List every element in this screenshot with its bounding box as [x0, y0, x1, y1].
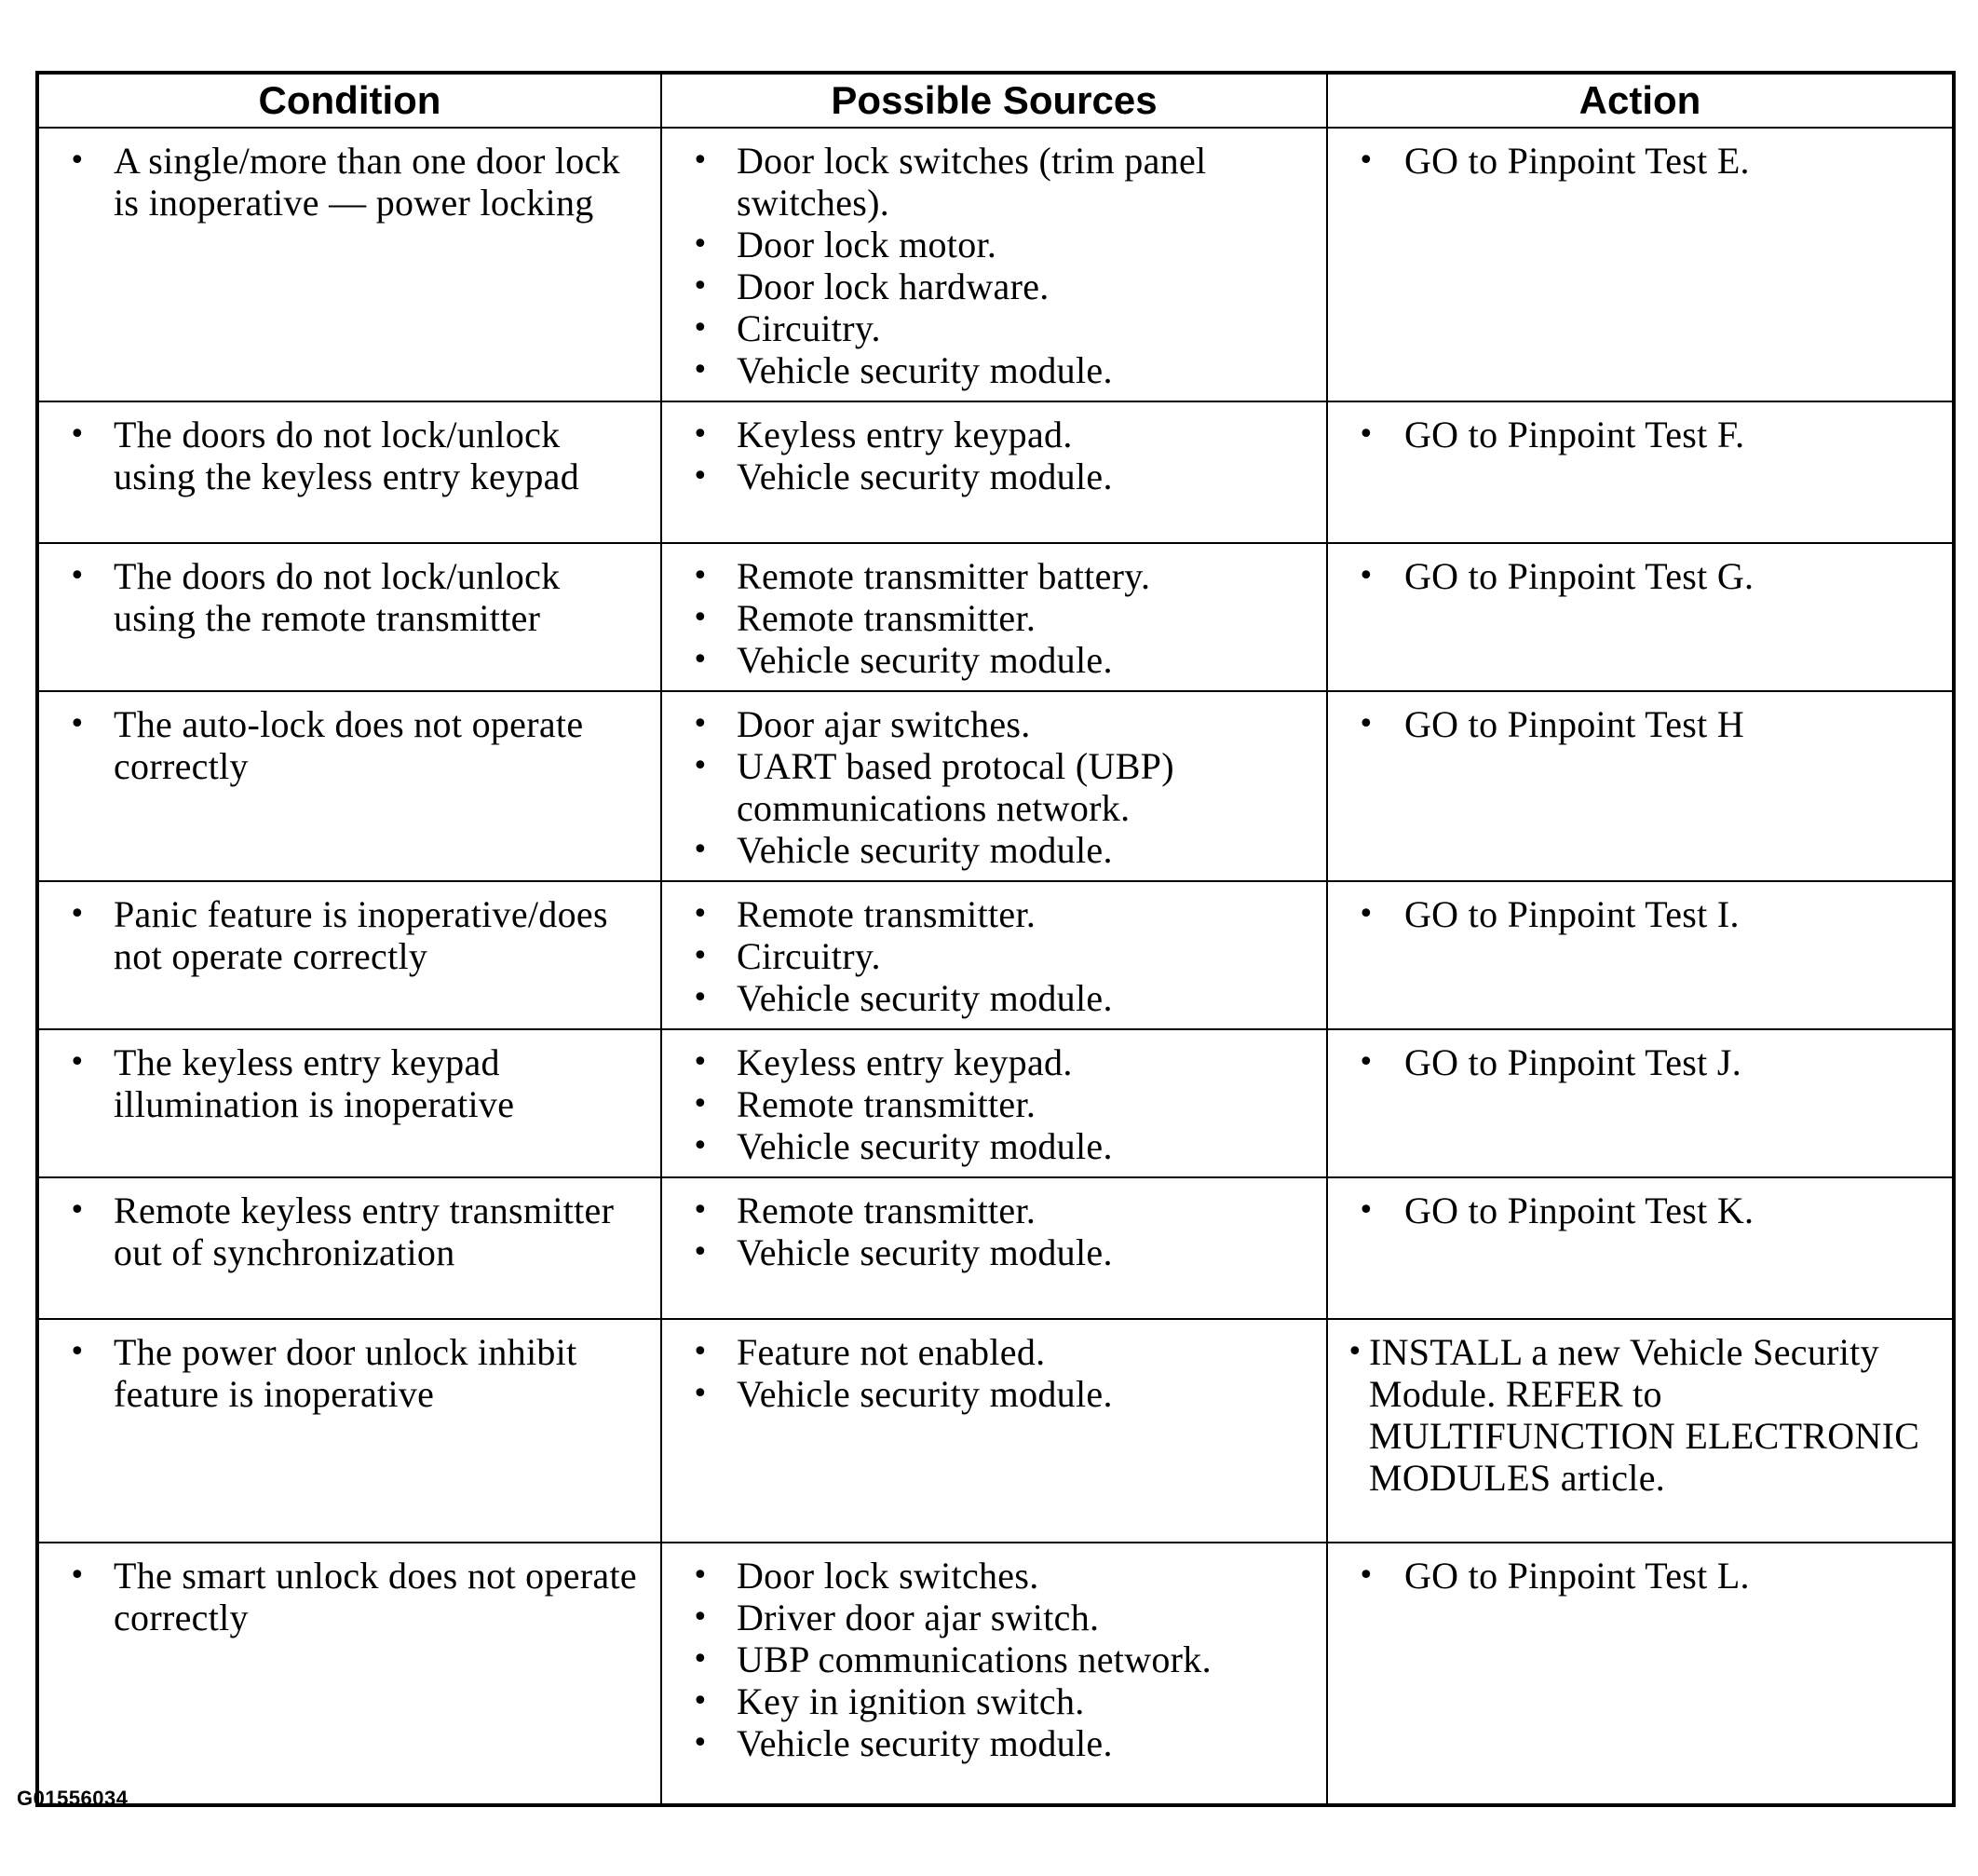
list-item	[675, 1638, 1313, 1680]
condition-text: A single/more than one door lock is inoperative — power locking	[114, 140, 620, 224]
sources-cell	[661, 128, 1327, 401]
condition-text: The doors do not lock/unlock using the keyless entry keypad	[114, 414, 579, 497]
action-text: GO to Pinpoint Test L.	[1404, 1555, 1750, 1597]
bullet-icon: •	[692, 940, 709, 972]
table-row	[37, 691, 1954, 881]
source-text: Vehicle security module.	[737, 1231, 1113, 1273]
list-item	[675, 639, 1313, 681]
figure-id-label: G01556034	[17, 1787, 129, 1810]
bullet-icon: •	[692, 1130, 709, 1162]
bullet-icon: •	[1347, 1336, 1363, 1368]
list-item	[52, 555, 647, 639]
bullet-icon: •	[69, 898, 86, 931]
sources-cell	[661, 543, 1327, 691]
source-text: Key in ignition switch.	[737, 1680, 1085, 1722]
list-item	[675, 1555, 1313, 1597]
bullet-icon: •	[1358, 1046, 1375, 1079]
bullet-icon: •	[69, 1194, 86, 1227]
list-item	[675, 140, 1313, 224]
table-row	[37, 543, 1954, 691]
bullet-icon: •	[69, 418, 86, 451]
list-item	[675, 1083, 1313, 1125]
list-item	[675, 414, 1313, 455]
condition-text: The smart unlock does not operate correctly	[114, 1555, 637, 1638]
bullet-icon: •	[692, 1046, 709, 1079]
action-cell	[1327, 401, 1954, 543]
bullet-icon: •	[692, 144, 709, 177]
bullet-icon: •	[1358, 898, 1375, 931]
source-text: Remote transmitter.	[737, 597, 1036, 639]
condition-cell	[37, 1177, 661, 1319]
list-item	[675, 349, 1313, 391]
source-text: Driver door ajar switch.	[737, 1597, 1100, 1638]
condition-text: The keyless entry keypad illumination is inoperative	[114, 1041, 515, 1125]
action-text: GO to Pinpoint Test E.	[1404, 140, 1750, 182]
list-item	[675, 977, 1313, 1019]
bullet-icon: •	[692, 354, 709, 387]
action-cell	[1327, 1543, 1954, 1805]
action-cell	[1327, 128, 1954, 401]
list-item	[1341, 414, 1939, 455]
list-item	[52, 893, 647, 977]
source-text: Vehicle security module.	[737, 977, 1113, 1019]
action-text: GO to Pinpoint Test F.	[1404, 414, 1745, 455]
list-item	[675, 307, 1313, 349]
source-text: Vehicle security module.	[737, 639, 1113, 681]
condition-cell	[37, 401, 661, 543]
action-cell	[1327, 1177, 1954, 1319]
condition-cell	[37, 1319, 661, 1543]
list-item	[675, 893, 1313, 935]
list-item	[675, 1125, 1313, 1167]
bullet-icon: •	[692, 982, 709, 1014]
source-text: Keyless entry keypad.	[737, 1041, 1073, 1083]
bullet-icon: •	[69, 560, 86, 592]
condition-text: The doors do not lock/unlock using the remote transmitter	[114, 555, 561, 639]
action-cell	[1327, 1029, 1954, 1177]
source-text: Vehicle security module.	[737, 1125, 1113, 1167]
list-item	[52, 703, 647, 787]
bullet-icon: •	[692, 228, 709, 261]
bullet-icon: •	[1358, 144, 1375, 177]
condition-cell	[37, 1029, 661, 1177]
bullet-icon: •	[692, 898, 709, 931]
bullet-icon: •	[692, 1236, 709, 1269]
table-row	[37, 1543, 1954, 1805]
source-text: UBP communications network.	[737, 1638, 1212, 1680]
action-cell	[1327, 1319, 1954, 1543]
source-text: Door ajar switches.	[737, 703, 1031, 745]
source-text: Remote transmitter.	[737, 893, 1036, 935]
bullet-icon: •	[1358, 560, 1375, 592]
list-item	[1341, 1555, 1939, 1597]
bullet-icon: •	[692, 602, 709, 634]
source-text: Circuitry.	[737, 307, 881, 349]
list-item	[1341, 1189, 1939, 1231]
diagnosis-sheet	[35, 71, 1952, 1807]
list-item	[1341, 140, 1939, 182]
list-item	[675, 829, 1313, 871]
bullet-icon: •	[1358, 708, 1375, 741]
list-item	[1341, 555, 1939, 597]
condition-text: The power door unlock inhibit feature is inoperative	[114, 1331, 577, 1415]
list-item	[675, 703, 1313, 745]
bullet-icon: •	[69, 1046, 86, 1079]
list-item	[675, 265, 1313, 307]
source-text: Vehicle security module.	[737, 1722, 1113, 1764]
bullet-icon: •	[692, 1601, 709, 1634]
source-text: Remote transmitter battery.	[737, 555, 1151, 597]
list-item	[52, 1555, 647, 1638]
list-item	[675, 1189, 1313, 1231]
source-text: Vehicle security module.	[737, 829, 1113, 871]
source-text: Door lock switches.	[737, 1555, 1039, 1597]
sources-cell	[661, 1029, 1327, 1177]
list-item	[675, 1373, 1313, 1415]
bullet-icon: •	[69, 1336, 86, 1368]
condition-cell	[37, 128, 661, 401]
bullet-icon: •	[692, 1727, 709, 1760]
table-row	[37, 1177, 1954, 1319]
sources-cell	[661, 1543, 1327, 1805]
header-action: Action	[1327, 73, 1954, 128]
bullet-icon: •	[692, 1194, 709, 1227]
bullet-icon: •	[692, 834, 709, 866]
table-row	[37, 401, 1954, 543]
source-text: Door lock hardware.	[737, 265, 1050, 307]
bullet-icon: •	[692, 644, 709, 676]
list-item	[52, 140, 647, 224]
action-text: GO to Pinpoint Test K.	[1404, 1189, 1754, 1231]
bullet-icon: •	[692, 460, 709, 493]
bullet-icon: •	[692, 560, 709, 592]
bullet-icon: •	[69, 144, 86, 177]
condition-cell	[37, 543, 661, 691]
list-item	[675, 1231, 1313, 1273]
bullet-icon: •	[1358, 1559, 1375, 1592]
bullet-icon: •	[69, 708, 86, 741]
sources-cell	[661, 691, 1327, 881]
list-item	[1341, 1331, 1939, 1499]
source-text: Keyless entry keypad.	[737, 414, 1073, 455]
condition-text: Remote keyless entry transmitter out of synchronization	[114, 1189, 615, 1273]
list-item	[52, 1331, 647, 1415]
action-text: GO to Pinpoint Test H	[1404, 703, 1745, 745]
condition-text: Panic feature is inoperative/does not operate correctly	[114, 893, 608, 977]
sources-cell	[661, 1177, 1327, 1319]
list-item	[675, 597, 1313, 639]
condition-cell	[37, 881, 661, 1029]
list-item	[675, 555, 1313, 597]
list-item	[675, 745, 1313, 829]
condition-text: The auto-lock does not operate correctly	[114, 703, 584, 787]
symptom-chart-table	[35, 71, 1956, 1807]
list-item	[675, 1041, 1313, 1083]
bullet-icon: •	[69, 1559, 86, 1592]
source-text: Circuitry.	[737, 935, 881, 977]
source-text: Door lock switches (trim panel switches).	[737, 140, 1207, 224]
bullet-icon: •	[692, 750, 709, 782]
header-possible-sources: Possible Sources	[661, 73, 1327, 128]
table-row	[37, 1029, 1954, 1177]
source-text: Remote transmitter.	[737, 1083, 1036, 1125]
source-text: Feature not enabled.	[737, 1331, 1046, 1373]
list-item	[675, 935, 1313, 977]
source-text: Vehicle security module.	[737, 1373, 1113, 1415]
source-text: Door lock motor.	[737, 224, 997, 265]
bullet-icon: •	[1358, 418, 1375, 451]
bullet-icon: •	[692, 1088, 709, 1121]
bullet-icon: •	[1358, 1194, 1375, 1227]
source-text: Vehicle security module.	[737, 455, 1113, 497]
list-item	[675, 1597, 1313, 1638]
table-row	[37, 1319, 1954, 1543]
action-cell	[1327, 543, 1954, 691]
bullet-icon: •	[692, 1378, 709, 1410]
header-condition: Condition	[37, 73, 661, 128]
bullet-icon: •	[692, 1685, 709, 1718]
table-row	[37, 128, 1954, 401]
bullet-icon: •	[692, 1643, 709, 1676]
bullet-icon: •	[692, 270, 709, 303]
list-item	[675, 224, 1313, 265]
header-row	[37, 73, 1954, 128]
list-item	[675, 455, 1313, 497]
sources-cell	[661, 881, 1327, 1029]
sources-cell	[661, 1319, 1327, 1543]
sources-cell	[661, 401, 1327, 543]
list-item	[675, 1680, 1313, 1722]
bullet-icon: •	[692, 1336, 709, 1368]
table-row	[37, 881, 1954, 1029]
source-text: Remote transmitter.	[737, 1189, 1036, 1231]
list-item	[1341, 1041, 1939, 1083]
action-text: INSTALL a new Vehicle Security Module. REFER to MULTIFUNCTION ELECTRONIC MODULES article.	[1369, 1331, 1920, 1499]
bullet-icon: •	[692, 1559, 709, 1592]
action-cell	[1327, 881, 1954, 1029]
list-item	[52, 1041, 647, 1125]
source-text: Vehicle security module.	[737, 349, 1113, 391]
list-item	[52, 414, 647, 497]
bullet-icon: •	[692, 418, 709, 451]
source-text: UART based protocal (UBP) communications network.	[737, 745, 1174, 829]
list-item	[1341, 893, 1939, 935]
action-text: GO to Pinpoint Test J.	[1404, 1041, 1741, 1083]
list-item	[52, 1189, 647, 1273]
action-cell	[1327, 691, 1954, 881]
list-item	[1341, 703, 1939, 745]
action-text: GO to Pinpoint Test I.	[1404, 893, 1740, 935]
condition-cell	[37, 691, 661, 881]
action-text: GO to Pinpoint Test G.	[1404, 555, 1754, 597]
bullet-icon: •	[692, 708, 709, 741]
list-item	[675, 1331, 1313, 1373]
bullet-icon: •	[692, 312, 709, 345]
condition-cell	[37, 1543, 661, 1805]
list-item	[675, 1722, 1313, 1764]
